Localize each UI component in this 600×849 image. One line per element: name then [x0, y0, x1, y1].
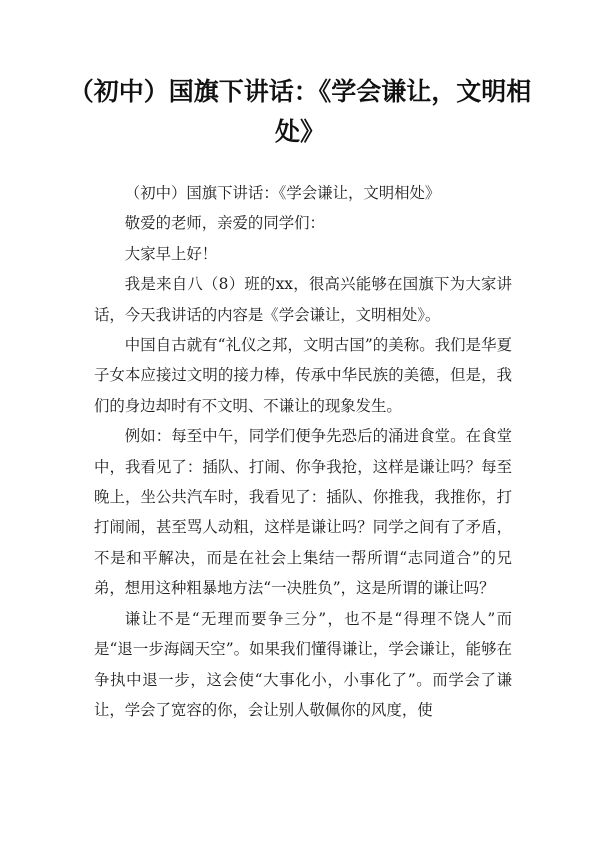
paragraph-meaning: 谦让不是“无理而要争三分”，也不是“得理不饶人”而是“退一步海阔天空”。如果我们懂得谦让，学会谦让，能够在争执中退一步，这会使“大事化小，小事化了”。而学会了谦让，学会了宽容的你，会让别人敬佩你的风度，使 [94, 609, 512, 719]
document-body [94, 178, 512, 725]
paragraph-background: 中国自古就有“礼仪之邦，文明古国”的美称。我们是华夏子女本应接过文明的接力棒，传承中华民族的美德，但是，我们的身边却时有不文明、不谦让的现象发生。 [94, 336, 512, 415]
document-title: （初中）国旗下讲话：《学会谦让，文明相处》 [68, 77, 532, 146]
paragraph-salutation: 敬爱的老师，亲爱的同学们： [124, 214, 325, 233]
paragraph-greeting: 大家早上好！ [124, 244, 218, 263]
paragraph-introduction: 我是来自八（8）班的xx，很高兴能够在国旗下为大家讲话，今天我讲话的内容是《学会谦让，文明相处》。 [94, 275, 512, 324]
paragraph-subtitle: （初中）国旗下讲话：《学会谦让，文明相处》 [124, 184, 441, 202]
paragraph-examples: 例如：每至中午，同学们便争先恐后的涌进食堂。在食堂中，我看见了：插队、打闹、你争我抢，这样是谦让吗？每至晚上，坐公共汽车时，我看见了：插队、你推我，我推你，打打闹闹，甚至骂人动粗，这样是谦让吗？同学之间有了矛盾，不是和平解决，而是在社会上集结一帮所谓“志同道合”的兄弟，想用这种粗暴地方法“一决胜负”，这是所谓的谦让吗？ [94, 427, 512, 598]
